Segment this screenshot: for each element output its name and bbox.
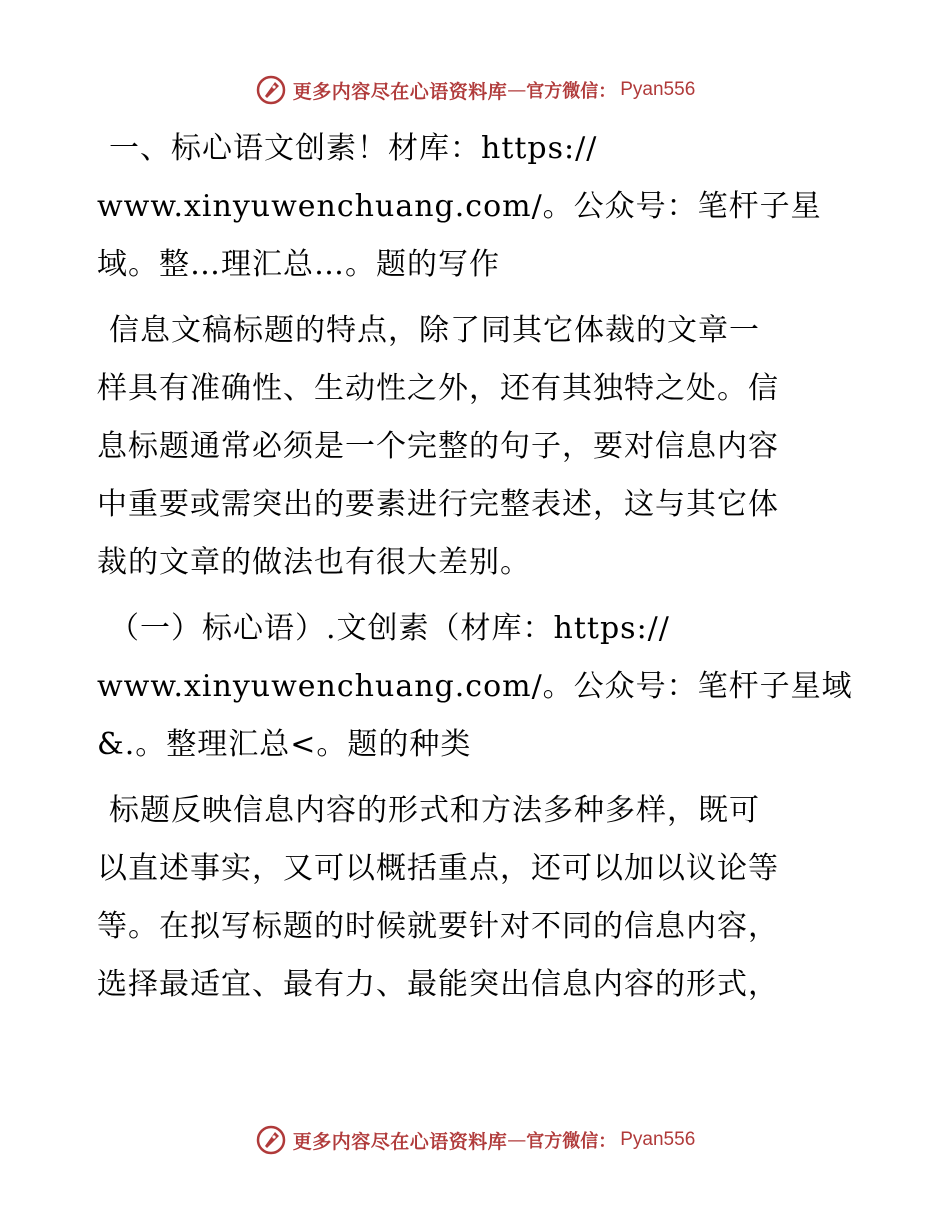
footer-banner	[0, 1120, 950, 1160]
paragraph-line: 信息文稿标题的特点，除了同其它体裁的文章一	[109, 313, 760, 348]
paragraph-2	[97, 782, 857, 1014]
paragraph-line: 息标题通常必须是一个完整的句子，要对信息内容	[97, 429, 779, 464]
pen-nib-icon	[255, 1124, 287, 1156]
section-heading-1	[97, 120, 857, 294]
paragraph-line: 以直述事实，又可以概括重点，还可以加以议论等	[97, 851, 779, 886]
header-brand-text: 更多内容尽在心语资料库	[292, 80, 508, 103]
header-contact-label: 官方微信：	[526, 81, 617, 102]
header-separator: —	[507, 79, 527, 101]
paragraph-1	[97, 302, 857, 592]
footer-contact-label: 官方微信：	[526, 1131, 617, 1152]
header-wechat-id: Pyan556	[620, 79, 696, 100]
footer-brand-text: 更多内容尽在心语资料库	[292, 1130, 508, 1153]
paragraph-line: 等。在拟写标题的时候就要针对不同的信息内容，	[97, 909, 779, 944]
heading-line: 域。整…理汇总…。题的写作	[97, 247, 500, 282]
footer-wechat-id: Pyan556	[620, 1129, 696, 1150]
heading-line: &.。整理汇总<。题的种类	[97, 727, 472, 762]
paragraph-line: 样具有准确性、生动性之外，还有其独特之处。信	[97, 371, 779, 406]
paragraph-line: 标题反映信息内容的形式和方法多种多样，既可	[109, 793, 760, 828]
pen-nib-icon	[255, 74, 287, 106]
footer-separator: —	[507, 1129, 527, 1151]
heading-line: （一）标心语）.文创素（材库：https://	[109, 611, 670, 646]
heading-line: www.xinyuwenchuang.com/。公众号：笔杆子星	[97, 189, 822, 224]
paragraph-line: 裁的文章的做法也有很大差别。	[97, 545, 531, 580]
heading-line: www.xinyuwenchuang.com/。公众号：笔杆子星域	[97, 669, 853, 704]
paragraph-line: 选择最适宜、最有力、最能突出信息内容的形式，	[97, 967, 779, 1002]
header-banner	[0, 70, 950, 110]
heading-line: 一、标心语文创素！材库：https://	[109, 131, 598, 166]
document-body	[97, 120, 857, 1022]
section-heading-2	[97, 600, 857, 774]
paragraph-line: 中重要或需突出的要素进行完整表述，这与其它体	[97, 487, 779, 522]
